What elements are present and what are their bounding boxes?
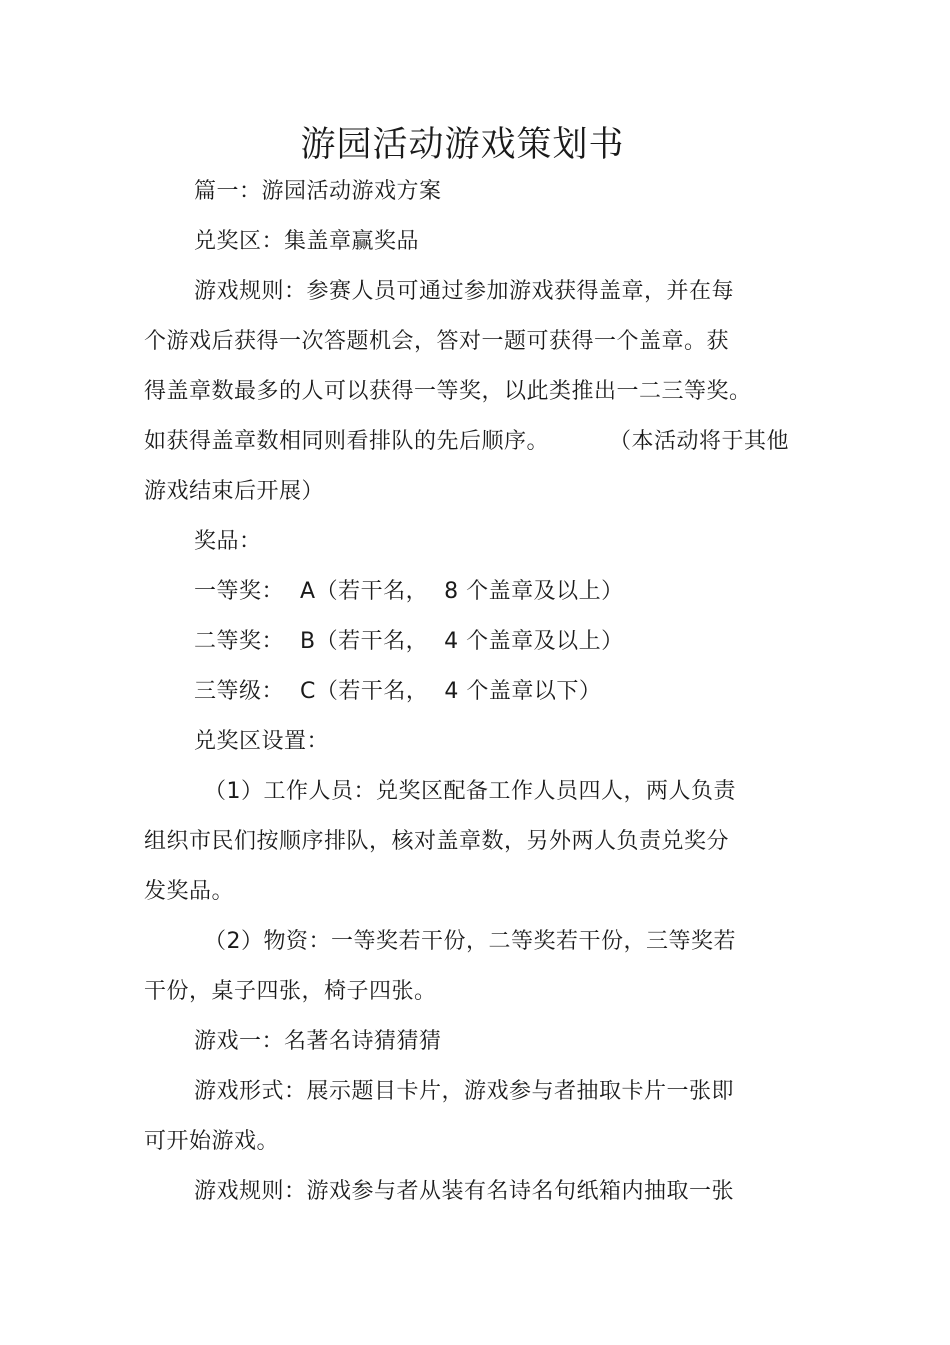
prize-label: 一等奖：	[194, 579, 285, 604]
section-heading: 篇一：游园活动游戏方案	[194, 179, 442, 204]
paragraph-line: 得盖章数最多的人可以获得一等奖，以此类推出一二三等奖。	[144, 379, 752, 404]
prize-line-first	[194, 577, 624, 607]
paragraph-line: 干份，桌子四张，椅子四张。	[144, 979, 437, 1004]
paragraph-line	[144, 427, 789, 457]
document-title: 游园活动游戏策划书	[300, 125, 625, 165]
prize-detail: 4 个盖章以下）	[444, 679, 602, 704]
paragraph-line: 游戏规则：游戏参与者从装有名诗名句纸箱内抽取一张	[194, 1179, 735, 1204]
paragraph-line: 可开始游戏。	[144, 1129, 280, 1154]
prize-label: 三等级：	[194, 679, 285, 704]
prizes-heading: 奖品：	[194, 529, 262, 554]
setup-heading: 兑奖区设置：	[194, 729, 330, 754]
game-heading: 游戏一：名著名诗猜猜猜	[194, 1029, 442, 1054]
paragraph-line: 游戏结束后开展）	[144, 479, 325, 504]
paragraph-line: 组织市民们按顺序排队，核对盖章数，另外两人负责兑奖分	[144, 829, 730, 854]
paragraph-line: 游戏形式：展示题目卡片，游戏参与者抽取卡片一张即	[194, 1079, 735, 1104]
paragraph-text: （本活动将于其他	[609, 429, 790, 454]
prize-line-second	[194, 627, 624, 657]
paragraph-text: 如获得盖章数相同则看排队的先后顺序。	[144, 429, 550, 454]
prize-detail: C（若干名，	[300, 679, 429, 704]
prize-label: 二等奖：	[194, 629, 285, 654]
prize-detail: B（若干名，	[300, 629, 429, 654]
prize-detail: A（若干名，	[300, 579, 429, 604]
paragraph-line: （2）物资：一等奖若干份，二等奖若干份，三等奖若	[204, 929, 736, 954]
paragraph-line: （1）工作人员：兑奖区配备工作人员四人，两人负责	[204, 779, 736, 804]
prize-detail: 4 个盖章及以上）	[444, 629, 624, 654]
paragraph-line: 兑奖区：集盖章赢奖品	[194, 229, 420, 254]
paragraph-line: 发奖品。	[144, 879, 235, 904]
prize-line-third	[194, 677, 601, 707]
prize-detail: 8 个盖章及以上）	[444, 579, 624, 604]
paragraph-line: 个游戏后获得一次答题机会，答对一题可获得一个盖章。获	[144, 329, 730, 354]
paragraph-line: 游戏规则：参赛人员可通过参加游戏获得盖章，并在每	[194, 279, 735, 304]
